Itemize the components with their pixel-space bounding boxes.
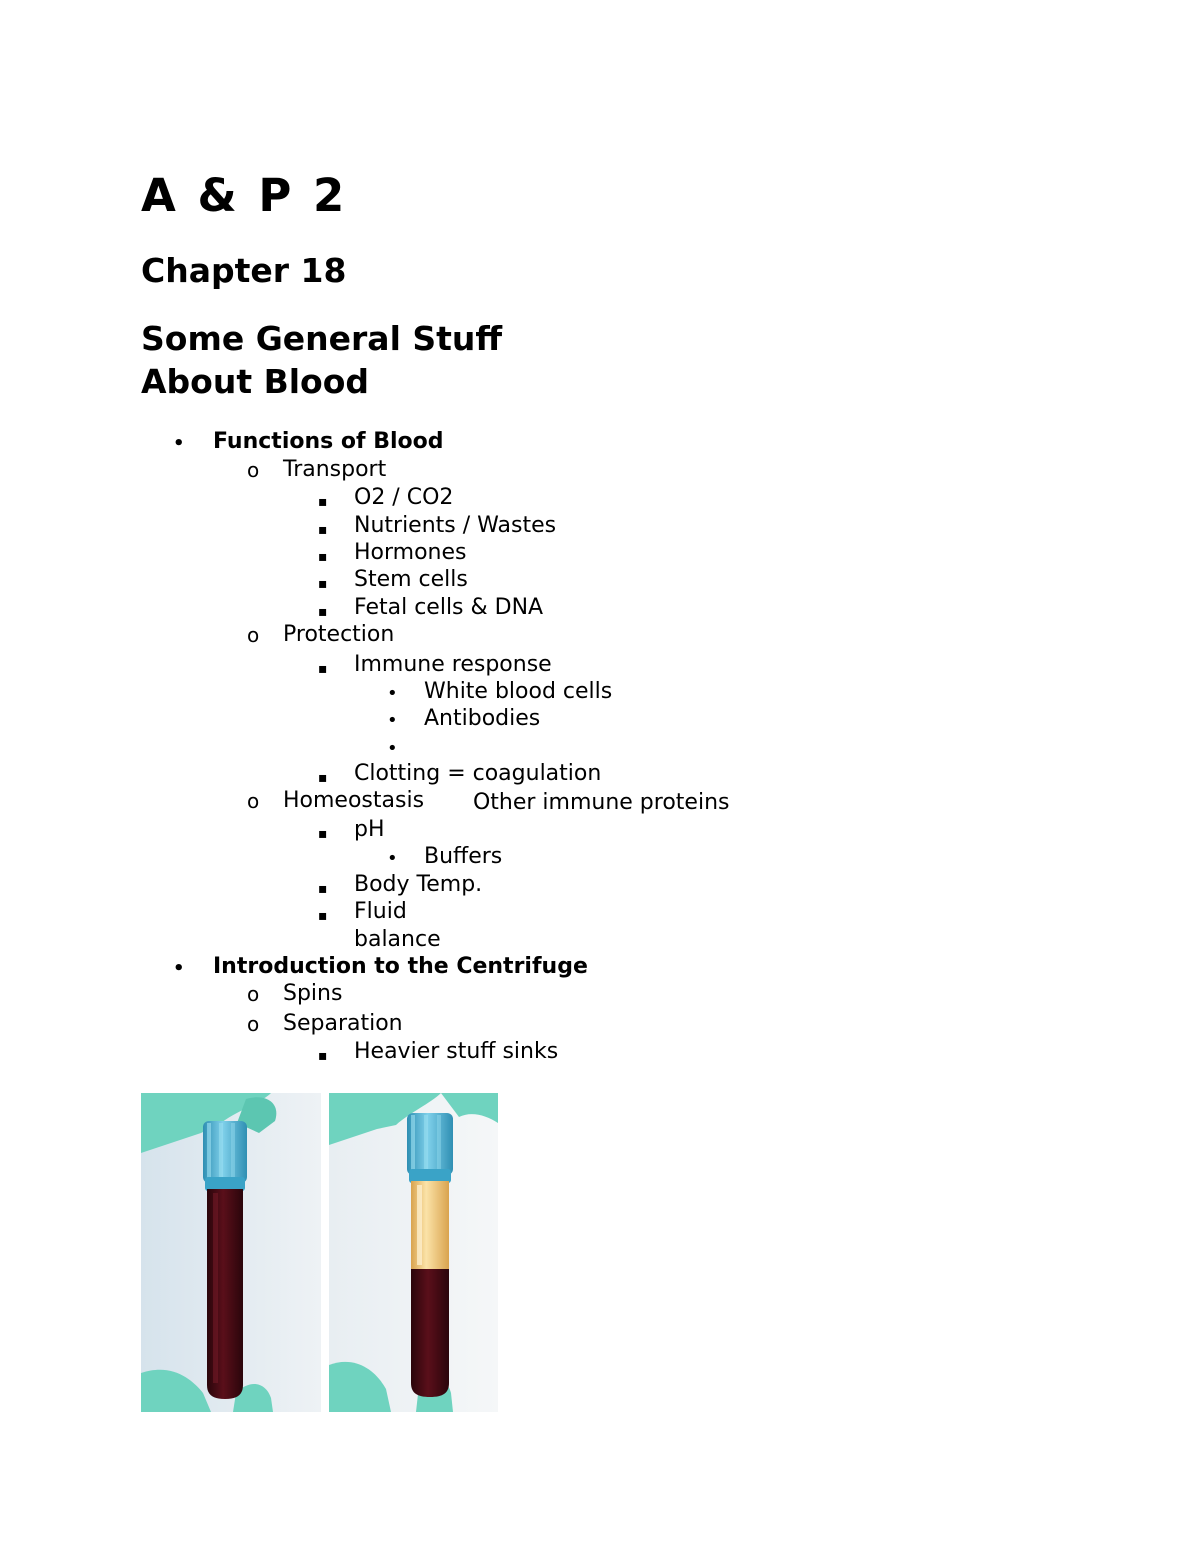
list-item-label: Nutrients / Wastes bbox=[354, 513, 557, 538]
bullet-marker: o bbox=[247, 458, 260, 482]
bullet-marker: • bbox=[387, 848, 398, 869]
list-item-label: Introduction to the Centrifuge bbox=[213, 954, 588, 979]
list-item bbox=[318, 594, 544, 622]
bullet-marker: • bbox=[173, 958, 185, 979]
bullet-marker: o bbox=[247, 789, 260, 813]
list-item-label: Immune response bbox=[354, 652, 552, 677]
list-item-label: White blood cells bbox=[424, 679, 613, 704]
list-item-label: Transport bbox=[283, 457, 387, 482]
list-item bbox=[247, 621, 395, 649]
bullet-marker: • bbox=[387, 710, 398, 731]
list-item bbox=[247, 787, 425, 815]
section-heading: Some General Stuff About Blood bbox=[141, 319, 503, 401]
bullet-marker: ▪ bbox=[318, 770, 328, 786]
list-item bbox=[318, 484, 454, 512]
bullet-marker: ▪ bbox=[318, 549, 328, 565]
list-item bbox=[318, 1038, 559, 1066]
list-item-label: pH bbox=[354, 817, 385, 842]
bullet-marker: ▪ bbox=[318, 661, 328, 677]
list-item bbox=[247, 1010, 403, 1038]
list-item bbox=[318, 816, 385, 844]
list-item-label: Antibodies bbox=[424, 706, 541, 731]
list-item bbox=[173, 428, 444, 456]
tube-after-panel bbox=[329, 1093, 498, 1412]
list-item-label: Heavier stuff sinks bbox=[354, 1039, 559, 1064]
list-item-label: Spins bbox=[283, 981, 343, 1006]
list-item bbox=[318, 566, 468, 594]
bullet-marker: o bbox=[247, 1012, 260, 1036]
list-item-label: Hormones bbox=[354, 540, 467, 565]
document-title: A & P 2 bbox=[141, 169, 348, 222]
bullet-marker: ▪ bbox=[318, 881, 328, 897]
list-item-label: O2 / CO2 bbox=[354, 485, 454, 510]
bullet-marker: o bbox=[247, 623, 260, 647]
list-item-label: balance bbox=[354, 927, 441, 952]
list-item bbox=[318, 871, 483, 899]
list-item-label: Protection bbox=[283, 622, 395, 647]
list-item-label: Other immune proteins bbox=[465, 790, 730, 815]
list-item-label: Fetal cells & DNA bbox=[354, 595, 544, 620]
list-item-label: Fluid bbox=[354, 899, 407, 924]
bullet-marker: • bbox=[387, 738, 398, 759]
list-item-label: Buffers bbox=[424, 844, 503, 869]
list-item-label: Stem cells bbox=[354, 567, 468, 592]
bullet-marker: • bbox=[387, 683, 398, 704]
list-item-label: Homeostasis bbox=[283, 788, 425, 813]
bullet-marker: ▪ bbox=[318, 604, 328, 620]
list-item bbox=[387, 678, 613, 706]
bullet-marker: ▪ bbox=[318, 908, 328, 924]
bullet-marker: o bbox=[247, 982, 260, 1006]
list-item-label: Functions of Blood bbox=[213, 429, 444, 454]
bullet-marker: ▪ bbox=[318, 1048, 328, 1064]
list-item bbox=[247, 456, 387, 484]
list-item bbox=[318, 898, 407, 926]
list-item-label: Body Temp. bbox=[354, 872, 483, 897]
bullet-marker: ▪ bbox=[318, 576, 328, 592]
list-item-label: Separation bbox=[283, 1011, 403, 1036]
blood-tubes-photo bbox=[141, 1093, 498, 1412]
list-item-label: Clotting = coagulation bbox=[354, 761, 602, 786]
bullet-marker: ▪ bbox=[318, 826, 328, 842]
list-item-continuation bbox=[354, 926, 441, 954]
list-item bbox=[318, 539, 467, 567]
list-item bbox=[318, 651, 552, 679]
list-item bbox=[387, 705, 541, 733]
bullet-marker: ▪ bbox=[318, 494, 328, 510]
tube-before-panel bbox=[141, 1093, 321, 1412]
list-item bbox=[318, 760, 602, 788]
list-item bbox=[247, 980, 343, 1008]
list-item bbox=[387, 733, 730, 845]
chapter-heading: Chapter 18 bbox=[141, 251, 347, 290]
bullet-marker: ▪ bbox=[318, 522, 328, 538]
list-item bbox=[173, 953, 588, 981]
list-item bbox=[387, 843, 503, 871]
list-item bbox=[318, 512, 557, 540]
bullet-marker: • bbox=[173, 433, 185, 454]
